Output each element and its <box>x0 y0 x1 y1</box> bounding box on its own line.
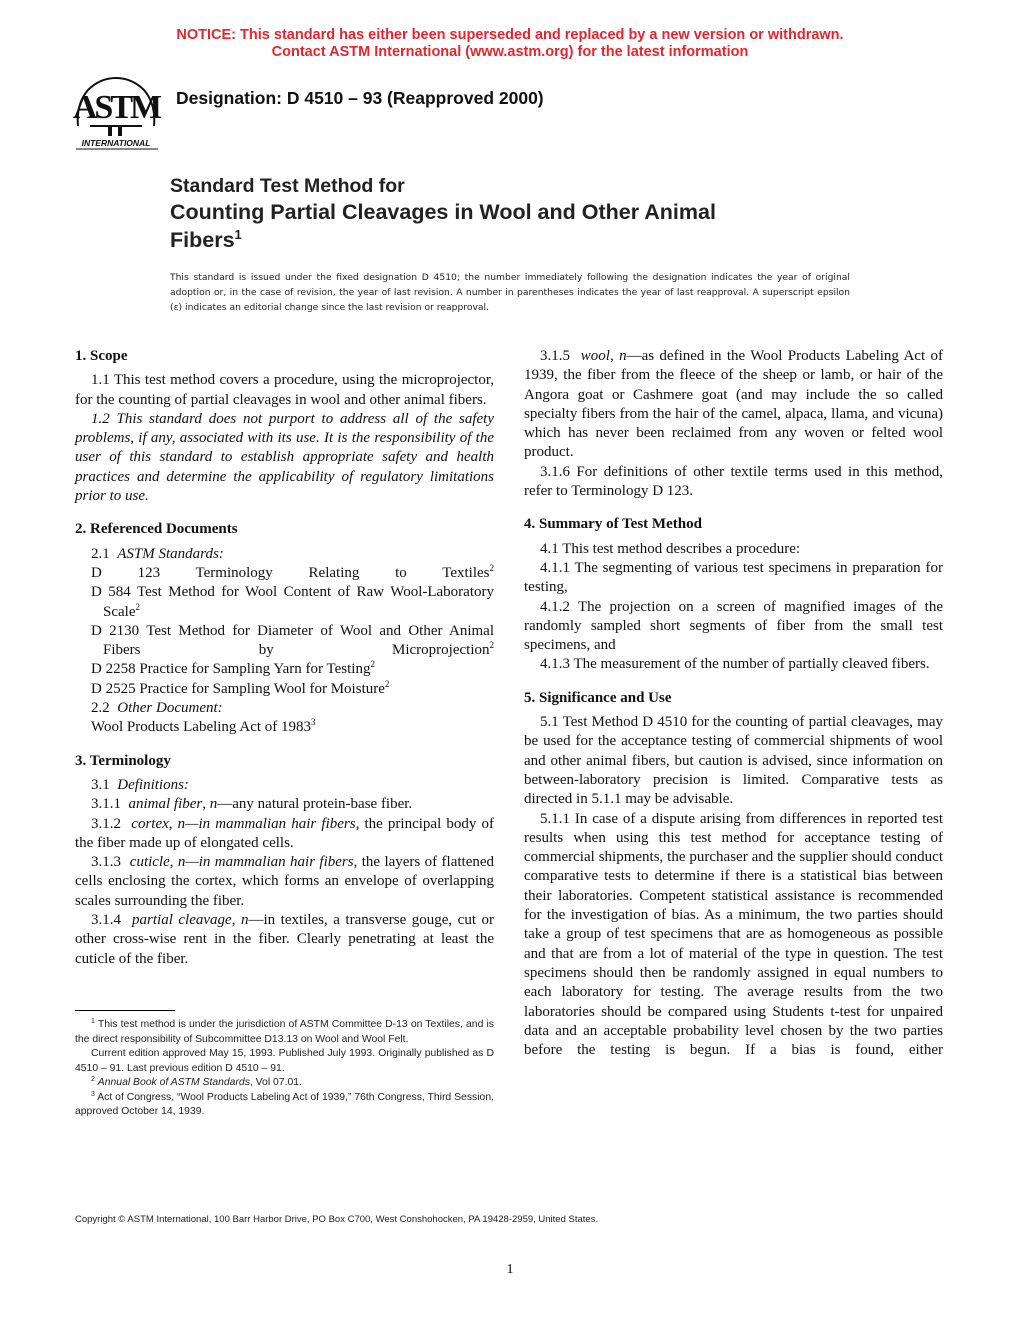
title-line-3-text: Fibers <box>170 228 235 252</box>
footnote-text: Act of Congress, “Wool Products Labeling Act of 1939,” 76th Congress, Third Session, approved October 14, 1939. <box>75 1091 494 1117</box>
astm-standards-label <box>75 545 494 564</box>
definitions-label <box>75 776 494 795</box>
svg-text:ASTM: ASTM <box>72 89 160 126</box>
footnote-3 <box>75 1091 494 1120</box>
other-ref <box>75 718 494 737</box>
designation: Designation: D 4510 – 93 (Reapproved 2000) <box>176 88 544 108</box>
title-line-1: Standard Test Method for <box>170 175 405 197</box>
page-number: 1 <box>506 1262 514 1277</box>
other-document-text: Other Document: <box>117 700 223 717</box>
other-ref-text: Wool Products Labeling Act of 1983 <box>91 719 312 736</box>
definition-partial-cleavage: 3.1.4 partial cleavage, n—in textiles, a transverse gouge, cut or other cross-wise rent in the fiber. Clearly penetrating at least the cuticle of the fiber. <box>75 912 495 967</box>
definition-cuticle: 3.1.3 cuticle, n—in mammalian hair fibers, the layers of flattened cells enclosing the cortex, which forms an envelope of overlapping scales surrounding the fiber. <box>75 854 495 909</box>
scope-para-2 <box>75 410 494 506</box>
scope-heading: 1. Scope <box>75 348 128 364</box>
def-pos: n <box>177 815 186 832</box>
ref-item <box>75 564 494 583</box>
def-num: 3.1.5 <box>540 348 570 364</box>
def-term: animal fiber <box>128 796 203 813</box>
ref-mark: 2 <box>489 562 494 573</box>
def-term: cortex <box>131 815 169 832</box>
title-footnote-mark: 1 <box>234 227 242 242</box>
title-line-3 <box>170 226 716 254</box>
summary-para-4: 4.1.3 The measurement of the number of partially cleaved fibers. <box>540 656 930 673</box>
other-document-num: 2.2 <box>91 700 110 717</box>
ref-item <box>75 660 494 679</box>
scope-para-2-text: 1.2 This standard does not purport to address all of the safety problems, if any, associated with its use. It is the responsibility of the user of this standard to establish appropriate safety and health practices and determine the applicability of regulatory limitations prior to use. <box>75 410 494 505</box>
ref-mark: 2 <box>489 640 494 651</box>
copyright-line: Copyright © ASTM International, 100 Barr Harbor Drive, PO Box C700, West Conshohocken, PA 19428-2959, United States. <box>75 1214 599 1225</box>
def-num: 3.1.1 <box>91 796 121 813</box>
ref-item <box>75 680 494 699</box>
ref-item <box>75 583 494 622</box>
other-ref-mark: 3 <box>311 717 316 728</box>
issued-note: This standard is issued under the fixed designation D 4510; the number immediately following the designation indicates the year of original adoption or, in the case of revision, the year of last revision. A number in parentheses indicates the year of last reapproval. A superscript epsilon (ε) indicates an editorial change since the last revision or reapproval. <box>170 272 850 313</box>
def-context: —in mammalian hair fibers <box>185 815 356 832</box>
def-pos: n <box>240 912 249 929</box>
footnote-1 <box>75 1018 494 1047</box>
definition-other-terms: 3.1.6 For definitions of other textile terms used in this method, refer to Terminology D 123. <box>524 463 943 500</box>
def-term: partial cleavage <box>132 912 232 929</box>
astm-logo-icon <box>70 74 162 154</box>
footnote-rule <box>75 1010 175 1011</box>
summary-para-1: 4.1 This test method describes a procedure: <box>540 540 801 557</box>
def-text: —as defined in the Wool Products Labeling Act of 1939, the fiber from the fleece of the sheep or lamb, or hair of the Angora goat or Cashmere goat (and may include the so called specialty fibers from the hair of the camel, alpaca, llama, and vicuna) which has never been reclaimed from any woven or felted wool product. <box>524 348 943 461</box>
footnotes <box>75 1018 494 1120</box>
footnote-mark: 2 <box>91 1076 95 1083</box>
astm-standards-text: ASTM Standards: <box>117 545 224 562</box>
ref-text: D 2258 Practice for Sampling Yarn for Testing <box>91 661 371 678</box>
ref-mark: 2 <box>370 659 375 670</box>
definition-cortex: 3.1.2 cortex, n—in mammalian hair fibers, the principal body of the fiber made up of elongated cells. <box>75 815 495 851</box>
footnote-mark: 1 <box>91 1018 95 1025</box>
significance-heading: 5. Significance and Use <box>524 689 672 706</box>
def-term: cuticle <box>129 854 170 871</box>
ref-text: D 2130 Test Method for Diameter of Wool and Other Animal Fibers by Microprojection <box>91 622 494 659</box>
summary-para-2: 4.1.1 The segmenting of various test specimens in preparation for testing, <box>524 559 943 596</box>
def-num: 3.1.2 <box>91 815 121 832</box>
def-pos: n <box>619 348 627 364</box>
title-line-2: Counting Partial Cleavages in Wool and Other Animal <box>170 200 716 224</box>
footnote-volume: , Vol 07.01. <box>249 1077 302 1088</box>
superseded-notice <box>0 27 1020 61</box>
footnote-mark: 3 <box>91 1090 95 1098</box>
significance-para-1: 5.1 Test Method D 4510 for the counting of partial cleavages, may be used for the acceptance testing of commercial shipments of wool and other animal fibers, but caution is advised, since information on between-laboratory precision is limited. Comparative tests as directed in 5.1.1 may be advisable. <box>524 714 943 808</box>
ref-text: D 123 Terminology Relating to Textiles <box>91 564 490 581</box>
definition-wool: 3.1.5 wool, n—as defined in the Wool Products Labeling Act of 1939, the fiber from the fleece of the sheep or lamb, or hair of the Angora goat or Cashmere goat (and may include the so called specialty fibers from the hair of the camel, alpaca, llama, and vicuna) which has never been reclaimed from any woven or felted wool product. <box>524 348 943 461</box>
definitions-num: 3.1 <box>91 776 110 793</box>
document-title <box>170 174 716 254</box>
ref-mark: 2 <box>135 601 140 612</box>
ref-mark: 2 <box>384 678 390 689</box>
def-pos: n <box>209 796 218 813</box>
def-context: —in mammalian hair fibers <box>185 854 354 871</box>
footnote-text: This test method is under the jurisdiction of ASTM Committee D-13 on Textiles, and is the direct responsibility of Subcommittee D13.13 on Wool and Wool Felt. <box>75 1019 495 1045</box>
footnote-text: Annual Book of ASTM Standards <box>97 1077 250 1088</box>
def-text: , the layers of flattened cells enclosing the cortex, which forms an envelope of overlapping scales surrounding the fiber. <box>75 854 495 909</box>
ref-text: D 2525 Practice for Sampling Wool for Moisture <box>91 680 385 697</box>
scope-para-1: 1.1 This test method covers a procedure, using the microprojector, for the counting of partial cleavages in wool and other animal fibers. <box>75 372 494 408</box>
ref-item <box>75 622 494 661</box>
ref-text: D 584 Test Method for Wool Content of Raw Wool-Laboratory Scale <box>91 584 494 620</box>
other-document-label <box>75 699 494 718</box>
summary-heading: 4. Summary of Test Method <box>524 516 702 533</box>
referenced-heading: 2. Referenced Documents <box>75 521 238 538</box>
def-num: 3.1.3 <box>91 854 121 871</box>
def-text: —in textiles, a transverse gouge, cut or other cross-wise rent in the fiber. Clearly penetrating at least the cuticle of the fiber. <box>75 912 495 967</box>
significance-para-2: 5.1.1 In case of a dispute arising from differences in reported test results when using this test method for acceptance testing of commercial shipments, the purchaser and the supplier should conduct comparative tests to determine if there is a statistical bias between their laboratories. Competent statistical assistance is recommended for the investigation of bias. As a minimum, the two parties should take a group of test specimens that are as homogeneous as possible and that are from a lot of material of the type in question. The test specimens should then be randomly assigned in equal numbers to each laboratory for testing. The average results from the two laboratories should be compared using Students t-test for unpaired data and an acceptable probability level chosen by the two parties before the testing is begun. If a bias is found, either <box>524 810 943 1059</box>
right-column <box>524 347 943 1060</box>
summary-para-3: 4.1.2 The projection on a screen of magnified images of the randomly sampled short segments of fiber from the small test specimens, and <box>524 598 943 654</box>
def-term: wool <box>580 348 610 364</box>
svg-text:INTERNATIONAL: INTERNATIONAL <box>81 138 151 148</box>
notice-line-2: Contact ASTM International (www.astm.org) for the latest information <box>271 44 749 60</box>
definitions-text: Definitions: <box>117 776 189 793</box>
astm-standards-num: 2.1 <box>91 545 110 562</box>
def-text: , the principal body of the fiber made up of elongated cells. <box>75 815 495 851</box>
footnote-2 <box>75 1076 494 1091</box>
terminology-heading: 3. Terminology <box>75 752 171 769</box>
footnote-1b: Current edition approved May 15, 1993. Published July 1993. Originally published as D 4510 – 91. Last previous edition D 4510 – 91. <box>75 1048 494 1074</box>
notice-line-1: NOTICE: This standard has either been superseded and replaced by a new version or withdrawn. <box>176 27 844 43</box>
def-pos: n <box>177 854 186 871</box>
def-num: 3.1.4 <box>91 912 121 929</box>
def-text: —any natural protein-base fiber. <box>217 796 413 813</box>
definition-animal-fiber: 3.1.1 animal fiber, n—any natural protein-base fiber. <box>91 796 413 813</box>
left-column <box>75 347 494 969</box>
